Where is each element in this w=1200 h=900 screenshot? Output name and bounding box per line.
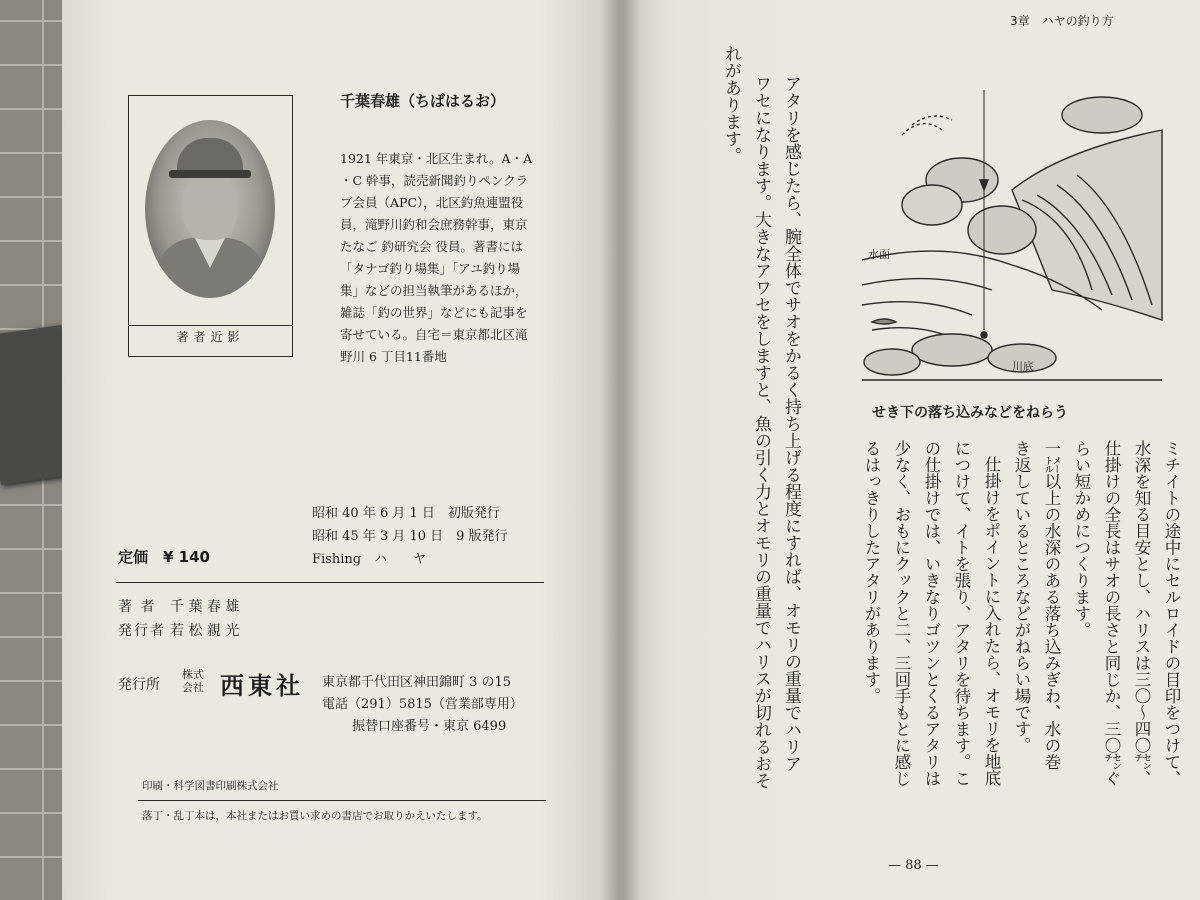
book-gutter xyxy=(600,0,640,900)
edition-info xyxy=(312,502,508,571)
water-surface-label: 水面 xyxy=(868,248,890,261)
edition-line: 昭和 40 年 6 月 1 日 初版発行 xyxy=(312,506,500,521)
replacement-note: 落丁・乱丁本は，本社またはお買い求めの書店でお取りかえいたします。 xyxy=(142,810,488,822)
weir-illustration xyxy=(862,90,1166,386)
river-bottom-label: 川底 xyxy=(1012,360,1034,373)
address-line: 振替口座番号・東京 6499 xyxy=(352,719,507,734)
bio-line: 集」などの担当執筆があるほか， xyxy=(340,283,528,298)
text-column: き返しているところなどがねらい場です。 xyxy=(1012,440,1031,754)
bio-line: 野川 6 丁目11番地 xyxy=(340,349,447,364)
publisher-label: 発行所 xyxy=(118,677,160,693)
author-name: 千葉春雄（ちばはるお） xyxy=(340,92,506,110)
bio-line: たなご 釣研究会 役員。著書には xyxy=(340,239,523,254)
address-line: 東京都千代田区神田錦町 3 の15 xyxy=(322,675,512,690)
credits xyxy=(118,595,239,643)
text-column: 少なく、おもにクックと二、三回手もとに感じ xyxy=(892,440,911,787)
text-column: ミチイトの途中にセルロイドの目印をつけて、 xyxy=(1162,440,1181,787)
bio-line: 員，滝野川釣和会庶務幹事，東京 xyxy=(340,217,528,232)
bio-line: 「タナゴ釣り場集」「アユ釣り場 xyxy=(340,261,521,276)
author-label: 著 者 xyxy=(118,599,157,615)
author-portrait xyxy=(145,120,275,298)
text-column: 水深を知る目安とし、ハリスは三〇～四〇㌢、 xyxy=(1132,440,1151,787)
bio-line: 寄せている。自宅＝東京都北区滝 xyxy=(340,327,528,342)
publisher-address xyxy=(322,672,523,738)
edition-line: 昭和 45 年 3 月 10 日 9 版発行 xyxy=(312,529,508,544)
bio-line: 1921 年東京・北区生まれ。A・A xyxy=(340,151,533,166)
photo-caption: 著者近影 xyxy=(176,330,245,344)
price: 定価 ¥ 140 xyxy=(118,548,210,566)
text-column: 仕掛けの全長はサオの長さと同じか、三〇㌢ぐ xyxy=(1102,440,1121,787)
text-column: 一㍍以上の水深のある落ち込みぎわ、水の巻 xyxy=(1042,440,1061,770)
publisher-block xyxy=(118,668,304,700)
figure-caption: せき下の落ち込みなどをねらう xyxy=(872,405,1068,421)
text-column: れがあります。 xyxy=(721,45,741,164)
text-column: アタリを感じたら、腕全体でサオをかるく持ち上げる程度にすれば、オモリの重量でハリア xyxy=(781,75,801,772)
divider xyxy=(116,582,544,583)
text-column: るはっきりしたアタリがあります。 xyxy=(862,440,881,704)
bio-line: 雑誌「釣の世界」などにも記事を xyxy=(340,305,528,320)
bio-line: ブ会員（APC），北区釣魚連盟役 xyxy=(340,195,524,210)
page-number: — 88 — xyxy=(888,858,939,873)
edition-line: Fishing ハ ヤ xyxy=(312,552,427,567)
text-column: につけて、イトを張り、アタリを待ちます。こ xyxy=(952,440,971,787)
chapter-header: 3章 ハヤの釣り方 xyxy=(1010,14,1114,28)
author-value: 千 葉 春 雄 xyxy=(170,599,240,615)
company-type: 株式会社 xyxy=(182,668,204,694)
publisher-person-value: 若 松 親 光 xyxy=(170,623,240,639)
address-line: 電話（291）5815（営業部専用） xyxy=(322,697,523,712)
text-column: の仕掛けでは、いきなりゴツンとくるアタリは xyxy=(922,440,941,787)
text-column: ワセになります。大きなアワセをしますと、魚の引く力とオモリの重量でハリスが切れるおそ xyxy=(751,75,771,789)
printer-info: 印刷・科学図書印刷株式会社 xyxy=(142,780,279,792)
publisher-person-label: 発行者 xyxy=(118,623,166,639)
author-photo-frame xyxy=(128,95,293,357)
divider xyxy=(138,800,546,801)
company-name: 西東社 xyxy=(220,672,304,700)
text-column: らい短かめにつくります。 xyxy=(1072,440,1091,638)
text-column: 仕掛けをポイントに入れたら、オモリを地底 xyxy=(982,456,1001,786)
bio-line: ・C 幹事，読売新聞釣りペンクラ xyxy=(340,173,529,188)
author-bio xyxy=(340,148,554,368)
